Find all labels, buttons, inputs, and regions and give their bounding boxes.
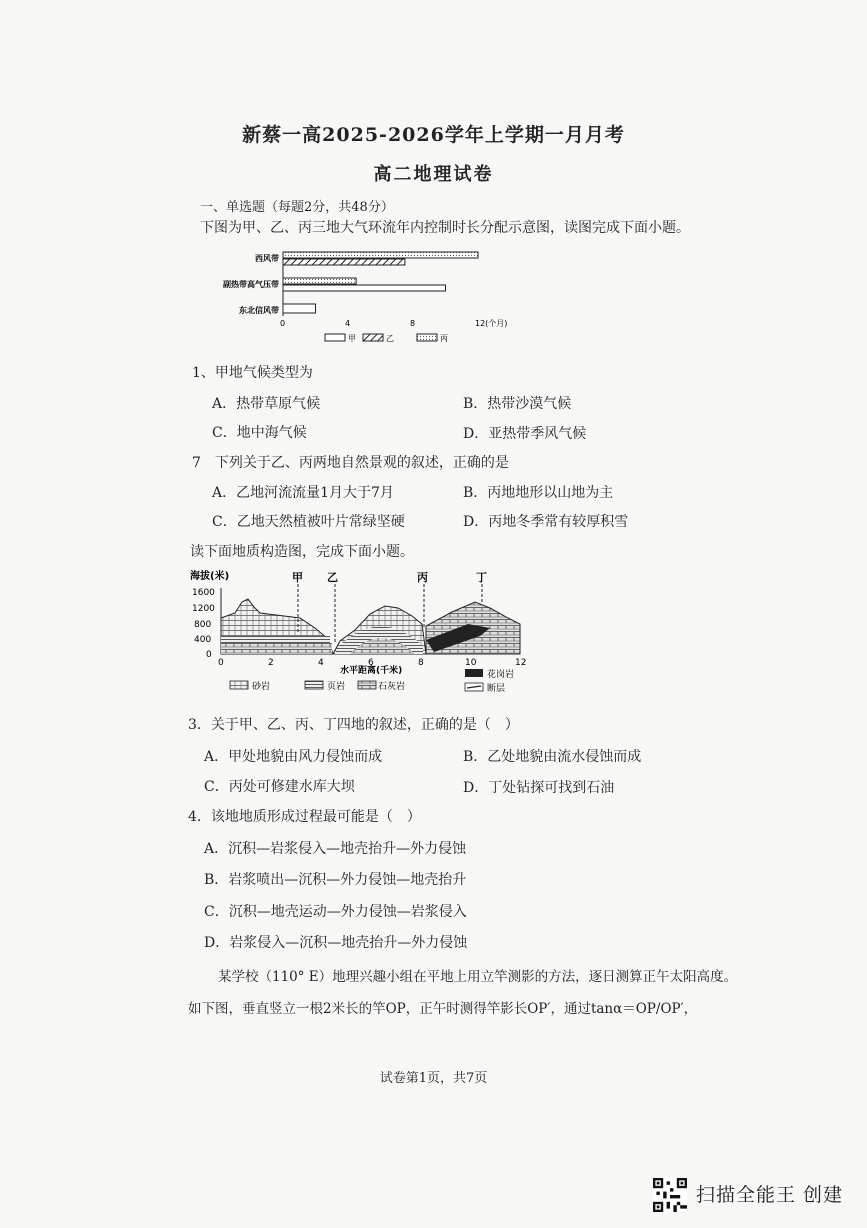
legend-shale-label: 页岩 <box>327 682 346 692</box>
page-footer: 试卷第1页，共7页 <box>379 1071 488 1086</box>
geo-xtick-6: 6 <box>368 658 374 668</box>
point-bing-label: 丙 <box>417 571 428 584</box>
scanner-watermark: 扫描全能王 创建 <box>696 1184 844 1206</box>
q3-option-a[interactable]: A．甲处地貌由风力侵蚀而成 <box>204 749 383 765</box>
q2-option-d[interactable]: D．丙地冬季常有较厚积雪 <box>463 514 629 530</box>
q4-option-b[interactable]: B．岩浆喷出—沉积—外力侵蚀—地壳抬升 <box>204 872 467 888</box>
paragraph-line-2: 如下图，垂直竖立一根2米长的竿OP，正午时测得竿影长OP′，通过tanα＝OP/OP′， <box>188 1001 698 1017</box>
bar-xtick-8: 8 <box>410 319 416 328</box>
legend-swatch-yi <box>363 334 383 341</box>
legend-limestone-label: 石灰岩 <box>378 682 406 692</box>
paragraph-line-1: 某学校（110° E）地理兴趣小组在平地上用立竿测影的方法，逐日测算正午太阳高度。 <box>218 969 738 985</box>
geo-ytick-1200: 1200 <box>192 604 215 614</box>
qr-code-icon <box>653 1178 687 1212</box>
geo-xtick-12: 12 <box>515 658 527 668</box>
q2-option-c[interactable]: C．乙地天然植被叶片常绿坚硬 <box>212 514 405 530</box>
category-label-ne-trades: 东北信风带 <box>239 306 279 315</box>
point-jia-label: 甲 <box>292 571 303 584</box>
exam-title: 新蔡一高2025-2026学年上学期一月月考 <box>242 124 625 146</box>
geo-ytick-400: 400 <box>194 635 212 645</box>
geologic-section-diagram <box>190 566 540 698</box>
legend-limestone-swatch <box>358 681 376 689</box>
legend-sandstone-label: 砂岩 <box>252 682 271 692</box>
geo-xtick-8: 8 <box>418 658 424 668</box>
bar-yi-westerlies <box>283 259 405 265</box>
legend-fault-label: 断层 <box>487 684 506 694</box>
q3-option-b[interactable]: B．乙处地貌由流水侵蚀而成 <box>463 749 642 765</box>
question-4-stem: 4．该地地质形成过程最可能是（ ） <box>188 809 421 825</box>
geo-xtick-4: 4 <box>318 658 324 668</box>
bar-bing-westerlies <box>283 252 478 258</box>
q4-option-d[interactable]: D．岩浆侵入—沉积—地壳抬升—外力侵蚀 <box>204 935 468 951</box>
question-2-stem: 7 下列关于乙、丙两地自然景观的叙述，正确的是 <box>192 455 509 471</box>
geo-y-label: 海拔(米) <box>190 571 230 582</box>
circulation-bar-chart <box>200 242 540 350</box>
intro-climate: 下图为甲、乙、丙三地大气环流年内控制时长分配示意图，读图完成下面小题。 <box>200 220 690 236</box>
question-3-stem: 3．关于甲、乙、丙、丁四地的叙述，正确的是（ ） <box>188 717 519 733</box>
bar-xtick-0: 0 <box>280 319 286 328</box>
bar-xtick-4: 4 <box>345 319 351 328</box>
left-limestone-layer <box>221 643 332 654</box>
legend-granite-label: 花岗岩 <box>487 670 515 680</box>
legend-swatch-bing <box>417 334 437 341</box>
geo-xtick-2: 2 <box>268 658 274 668</box>
geo-xtick-10: 10 <box>465 658 477 668</box>
q4-option-c[interactable]: C．沉积—地壳运动—外力侵蚀—岩浆侵入 <box>204 904 467 920</box>
legend-shale-swatch <box>305 681 323 689</box>
q4-option-a[interactable]: A．沉积—岩浆侵入—地壳抬升—外力侵蚀 <box>204 841 467 857</box>
legend-label-bing: 丙 <box>440 334 448 343</box>
point-ding-label: 丁 <box>476 571 487 584</box>
exam-subtitle: 高二地理试卷 <box>373 164 494 185</box>
legend-granite-swatch <box>465 669 483 677</box>
q3-option-d[interactable]: D．丁处钻探可找到石油 <box>463 780 615 796</box>
bar-jia-ne-trades <box>283 304 316 313</box>
geo-ytick-800: 800 <box>194 620 212 630</box>
legend-label-jia: 甲 <box>348 334 356 343</box>
geo-ytick-0: 0 <box>206 650 212 660</box>
section-heading: 一、单选题（每题2分，共48分） <box>200 200 394 215</box>
bar-jia-subtropical-high <box>283 285 446 291</box>
category-label-subtropical-high: 副热带高气压带 <box>223 280 279 289</box>
legend-swatch-jia <box>325 334 345 341</box>
q3-option-c[interactable]: C．丙处可修建水库大坝 <box>204 779 355 795</box>
q2-option-a[interactable]: A．乙地河流流量1月大于7月 <box>212 485 394 501</box>
q1-option-d[interactable]: D．亚热带季风气候 <box>463 426 587 442</box>
geo-ytick-1600: 1600 <box>192 588 215 598</box>
q2-option-b[interactable]: B．丙地地形以山地为主 <box>463 485 614 501</box>
question-1-stem: 1、甲地气候类型为 <box>192 365 313 381</box>
bar-bing-subtropical-high <box>283 278 356 284</box>
q1-option-c[interactable]: C．地中海气候 <box>212 425 307 441</box>
category-label-westerlies: 西风带 <box>255 254 279 263</box>
q1-option-a[interactable]: A．热带草原气候 <box>212 396 321 412</box>
left-shale-layer <box>221 636 330 643</box>
geo-x-label: 水平距离(千米) <box>340 666 403 676</box>
intro-geology: 读下面地质构造图，完成下面小题。 <box>190 544 414 560</box>
legend-sandstone-swatch <box>230 681 248 689</box>
point-yi-label: 乙 <box>327 571 338 584</box>
bar-xtick-12: 12(个月) <box>475 319 508 328</box>
legend-label-yi: 乙 <box>386 334 394 343</box>
geo-xtick-0: 0 <box>218 658 224 668</box>
q1-option-b[interactable]: B．热带沙漠气候 <box>463 396 572 412</box>
